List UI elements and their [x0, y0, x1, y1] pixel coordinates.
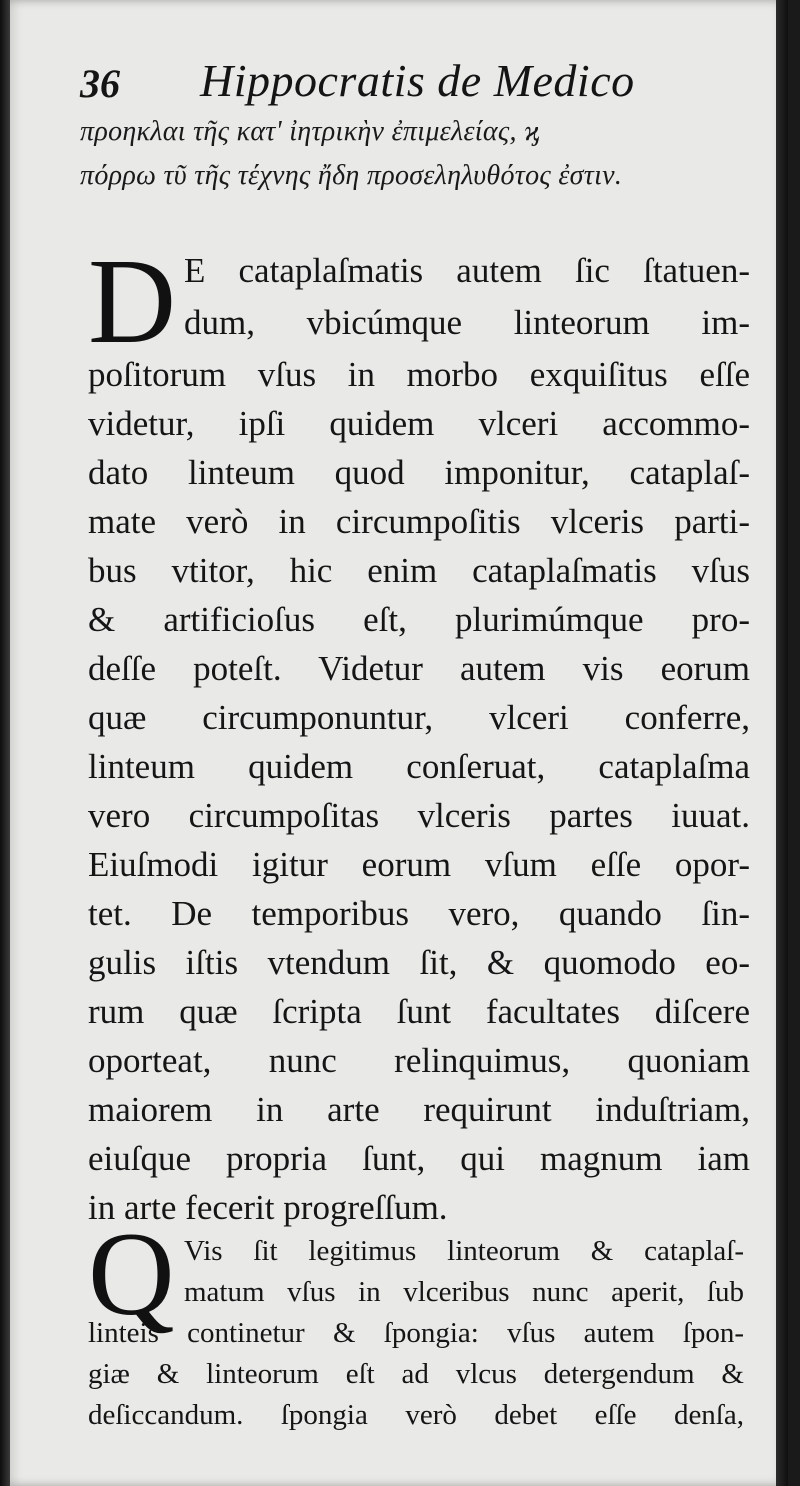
text-line: gulis iſtis vtendum ſit, & quomodo eo- — [88, 943, 750, 982]
text-line: bus vtitor, hic enim cataplaſmatis vſus — [88, 551, 750, 590]
greek-quote-line: πόρρω τῦ τῆς τέχνης ἤδη προσεληλυθότος ἐστιν. — [80, 160, 623, 191]
drop-cap: Q — [88, 1207, 175, 1340]
book-page — [10, 0, 788, 1486]
text-line: oporteat, nunc relinquimus, quoniam — [88, 1041, 750, 1080]
text-line: poſitorum vſus in morbo exquiſitus eſſe — [88, 355, 750, 394]
book-gutter-shadow — [0, 0, 10, 1486]
text-line: quæ circumponuntur, vlceri conferre, — [88, 698, 750, 737]
text-line: & artificioſus eſt, plurimúmque pro- — [88, 600, 750, 639]
text-line: Vis ſit legitimus linteorum & cataplaſ- — [184, 1235, 744, 1267]
running-title: Hippocratis de Medico — [200, 55, 635, 106]
text-line: deſiccandum. ſpongia verò debet eſſe denſa, — [88, 1399, 744, 1431]
text-line: maiorem in arte requirunt induſtriam, — [88, 1090, 750, 1129]
text-line: deſſe poteſt. Videtur autem vis eorum — [88, 649, 750, 688]
page-header — [80, 52, 770, 112]
text-line: matum vſus in vlceribus nunc aperit, ſub — [184, 1276, 744, 1308]
page-edge-shadow — [776, 0, 788, 1486]
text-line: giæ & linteorum eſt ad vlcus detergendum & — [88, 1358, 744, 1390]
text-line: videtur, ipſi quidem vlceri accommo- — [88, 404, 750, 443]
text-line: rum quæ ſcripta ſunt facultates diſcere — [88, 992, 750, 1031]
text-line: mate verò in circumpoſitis vlceris parti- — [88, 502, 750, 541]
text-line: dato linteum quod imponitur, cataplaſ- — [88, 453, 750, 492]
text-line: linteum quidem conſeruat, cataplaſma — [88, 747, 750, 786]
text-line: Eiuſmodi igitur eorum vſum eſſe opor- — [88, 845, 750, 884]
page-number: 36 — [80, 61, 120, 106]
text-line: dum, vbicúmque linteorum im- — [184, 303, 750, 342]
greek-quote-line: προηκλαι τῆς κατ' ἰητρικὴν ἐπιμελείας, ϗ — [80, 116, 541, 147]
text-line: linteis continetur & ſpongia: vſus autem ſpon- — [88, 1317, 744, 1349]
text-line: tet. De temporibus vero, quando ſin- — [88, 894, 750, 933]
text-line: vero circumpoſitas vlceris partes iuuat. — [88, 796, 750, 835]
text-line: in arte fecerit progreſſum. — [88, 1188, 448, 1227]
drop-cap: D — [88, 234, 177, 369]
text-line: E cataplaſmatis autem ſic ſtatuen- — [184, 251, 750, 290]
text-line: eiuſque propria ſunt, qui magnum iam — [88, 1139, 750, 1178]
